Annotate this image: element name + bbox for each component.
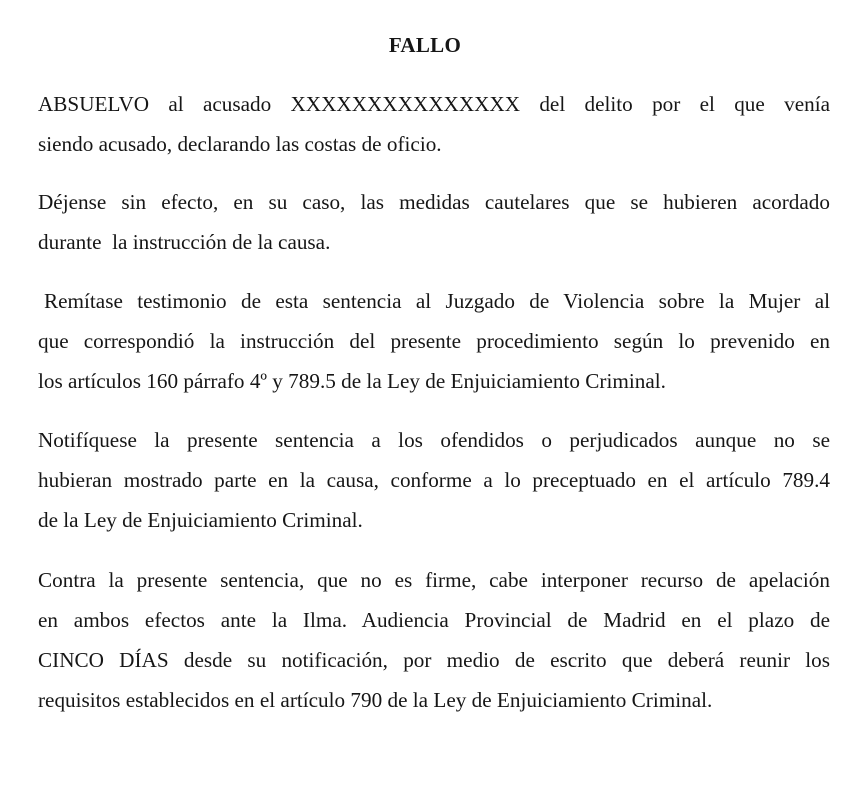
paragraph-notification — [38, 420, 830, 540]
paragraph-line: ABSUELVO al acusado XXXXXXXXXXXXXXX del delito por el que venía — [38, 92, 830, 116]
paragraph-appeal — [38, 560, 830, 720]
paragraph-line: Notifíquese la presente sentencia a los ofendidos o perjudicados aunque no se — [38, 428, 830, 452]
document-title: FALLO — [388, 33, 462, 57]
paragraph-line: Contra la presente sentencia, que no es firme, cabe interponer recurso de apelación — [38, 568, 830, 592]
paragraph-precautionary-measures — [38, 182, 830, 262]
paragraph-line: Déjense sin efecto, en su caso, las medidas cautelares que se hubieren acordado — [38, 190, 830, 214]
paragraph-line: siendo acusado, declarando las costas de oficio. — [38, 132, 442, 156]
paragraph-line: en ambos efectos ante la Ilma. Audiencia Provincial de Madrid en el plazo de — [38, 608, 830, 632]
paragraph-absolution — [38, 84, 830, 164]
paragraph-line: durante la instrucción de la causa. — [38, 230, 331, 254]
paragraph-line: hubieran mostrado parte en la causa, conforme a lo preceptuado en el artículo 789.4 — [38, 468, 830, 492]
paragraph-line: los artículos 160 párrafo 4º y 789.5 de la Ley de Enjuiciamiento Criminal. — [38, 369, 666, 393]
paragraph-testimony — [38, 281, 830, 401]
paragraph-line: requisitos establecidos en el artículo 790 de la Ley de Enjuiciamiento Criminal. — [38, 688, 713, 712]
paragraph-line: Remítase testimonio de esta sentencia al Juzgado de Violencia sobre la Mujer al — [44, 289, 830, 313]
paragraph-line: que correspondió la instrucción del presente procedimiento según lo prevenido en — [38, 329, 830, 353]
paragraph-line: CINCO DÍAS desde su notificación, por medio de escrito que deberá reunir los — [38, 648, 830, 672]
paragraph-line: de la Ley de Enjuiciamiento Criminal. — [38, 508, 363, 532]
